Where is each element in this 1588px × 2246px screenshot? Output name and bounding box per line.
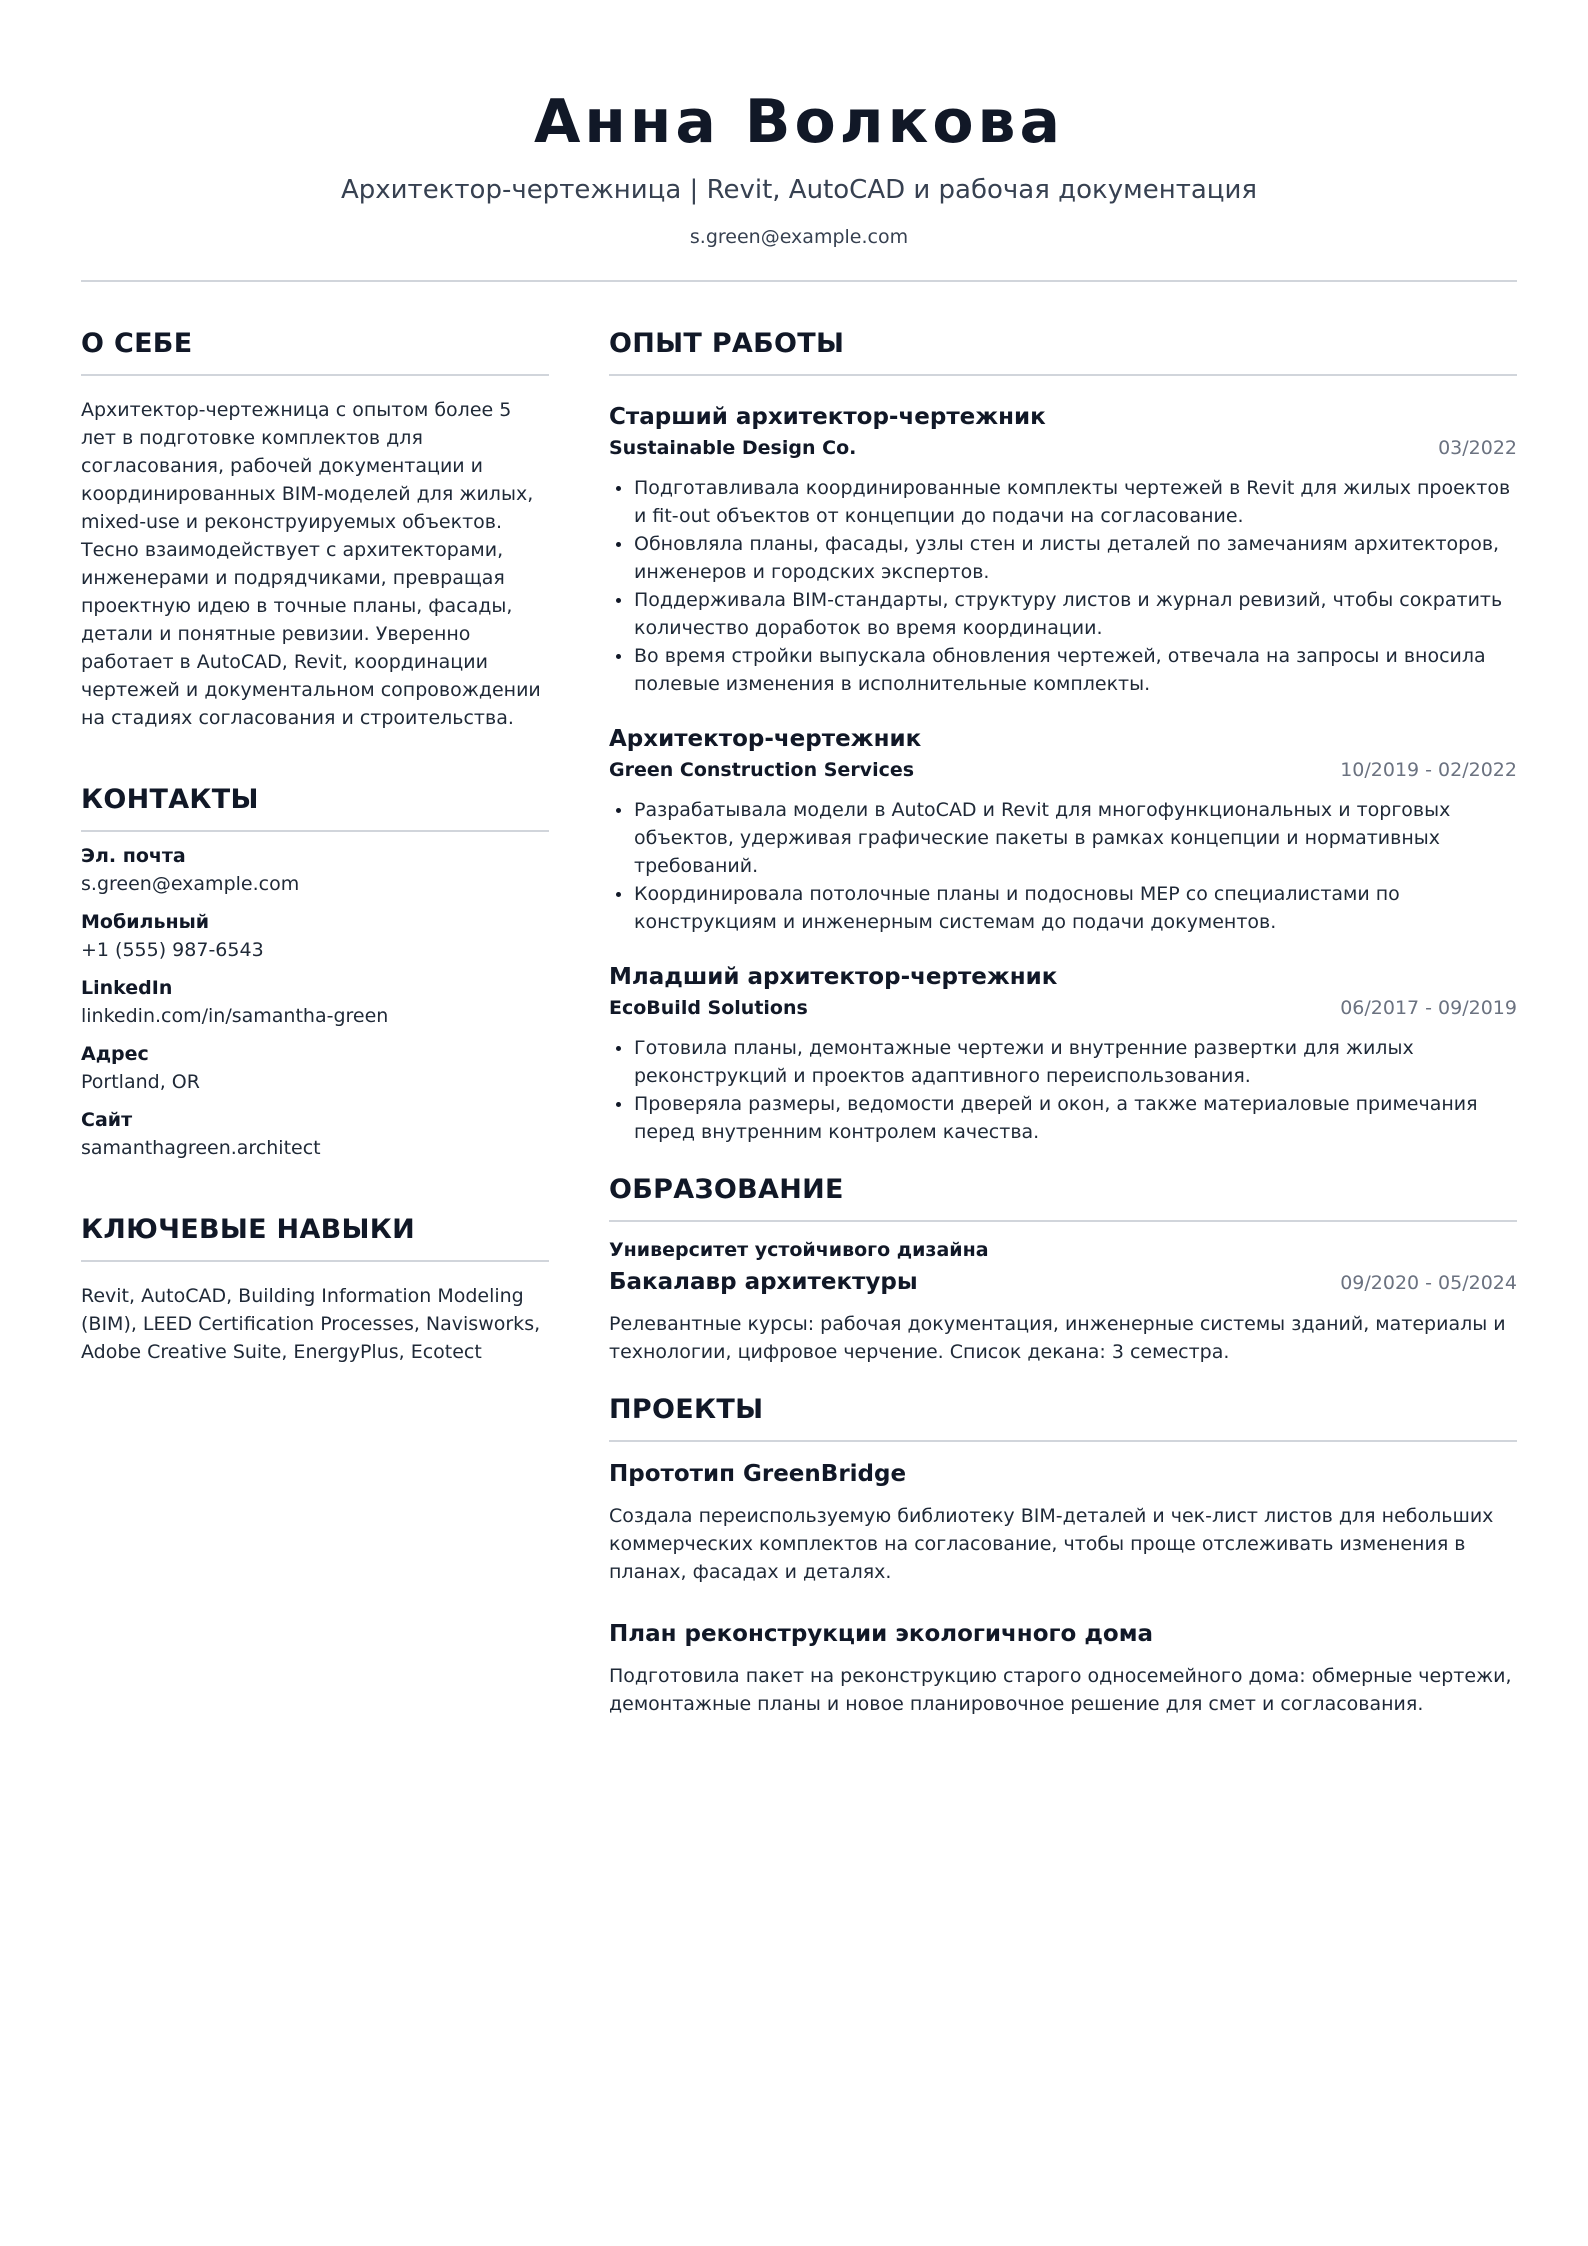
- skills-section: [81, 1212, 549, 1366]
- contact-linkedin-value[interactable]: linkedin.com/in/samantha-green: [81, 1005, 389, 1027]
- education-date: 09/2020 - 05/2024: [1340, 1272, 1517, 1294]
- job-bullets: [609, 796, 1517, 936]
- bullet-dot-icon: [616, 486, 621, 491]
- job-entry: [609, 724, 1517, 936]
- job-entry: [609, 402, 1517, 698]
- contact-label: Эл. почта: [81, 845, 186, 867]
- contact-address: [81, 1040, 549, 1096]
- experience-title: ОПЫТ РАБОТЫ: [609, 326, 1517, 376]
- job-bullet: [609, 1090, 1517, 1146]
- job-bullets: [609, 474, 1517, 698]
- bullet-dot-icon: [616, 892, 621, 897]
- about-section: [81, 326, 549, 732]
- contacts-list: [81, 842, 549, 1162]
- candidate-name: Анна Волкова: [533, 87, 1065, 157]
- project-text: Подготовила пакет на реконструкцию старого односемейного дома: обмерные чертежи, демонтажные планы и новое планировочное решение для смет и согласования.: [609, 1665, 1512, 1715]
- right-column: [609, 326, 1517, 1718]
- project-entry: [609, 1458, 1517, 1586]
- education-degree: Бакалавр архитектуры: [609, 1269, 918, 1295]
- contact-label: Мобильный: [81, 911, 210, 933]
- contact-address-value: Portland, OR: [81, 1071, 200, 1093]
- skills-text: Revit, AutoCAD, Building Information Modeling (BIM), LEED Certification Processes, Navisworks, Adobe Creative Suite, EnergyPlus, Ecotect: [81, 1285, 541, 1363]
- job-bullet: [609, 474, 1517, 530]
- bullet-text: Координировала потолочные планы и подосновы MEP со специалистами по конструкциям и инженерным системам до подачи документов.: [634, 883, 1400, 933]
- contact-email: [81, 842, 549, 898]
- left-column: [81, 326, 549, 1718]
- bullet-dot-icon: [616, 542, 621, 547]
- job-bullet: [609, 586, 1517, 642]
- contact-phone: [81, 908, 549, 964]
- bullet-text: Подготавливала координированные комплекты чертежей в Revit для жилых проектов и fit-out объектов от концепции до подачи на согласование.: [634, 477, 1511, 527]
- bullet-text: Проверяла размеры, ведомости дверей и окон, а также материаловые примечания перед внутренним контролем качества.: [634, 1093, 1478, 1143]
- job-bullet: [609, 530, 1517, 586]
- education-meta: [609, 1266, 1517, 1298]
- bullet-text: Обновляла планы, фасады, узлы стен и листы деталей по замечаниям архитекторов, инженеров и городских экспертов.: [634, 533, 1500, 583]
- job-meta: [609, 434, 1517, 462]
- header-email[interactable]: s.green@example.com: [689, 226, 909, 248]
- contacts-title: КОНТАКТЫ: [81, 782, 549, 832]
- job-bullet: [609, 1034, 1517, 1090]
- job-bullet: [609, 796, 1517, 880]
- resume-page: [81, 0, 1517, 1718]
- about-text: Архитектор-чертежница с опытом более 5 лет в подготовке комплектов для согласования, рабочей документации и координированных BIM-моделей для жилых, mixed-use и реконструируемых объектов. Тесно взаимодействует с архитекторами, инженерами и подрядчиками, превращая проектную идею в точные планы, фасады, детали и понятные ревизии. Уверенно работает в AutoCAD, Revit, координации чертежей и документальном сопровождении на стадиях согласования и строительства.: [81, 399, 541, 729]
- contact-label: LinkedIn: [81, 977, 173, 999]
- bullet-dot-icon: [616, 1102, 621, 1107]
- contact-email-value[interactable]: s.green@example.com: [81, 873, 300, 895]
- job-date: 03/2022: [1438, 437, 1517, 459]
- job-entry: [609, 962, 1517, 1146]
- job-bullets: [609, 1034, 1517, 1146]
- job-title: Архитектор-чертежник: [609, 726, 922, 752]
- job-company: Sustainable Design Co.: [609, 437, 857, 459]
- job-meta: [609, 994, 1517, 1022]
- job-date: 10/2019 - 02/2022: [1340, 759, 1517, 781]
- bullet-dot-icon: [616, 654, 621, 659]
- education-title: ОБРАЗОВАНИЕ: [609, 1172, 1517, 1222]
- contacts-section: [81, 782, 549, 1162]
- job-date: 06/2017 - 09/2019: [1340, 997, 1517, 1019]
- projects-section: [609, 1392, 1517, 1718]
- education-section: [609, 1172, 1517, 1366]
- resume-header: [81, 0, 1517, 282]
- header-divider: [81, 280, 1517, 282]
- job-title: Старший архитектор-чертежник: [609, 404, 1046, 430]
- bullet-dot-icon: [616, 1046, 621, 1051]
- bullet-dot-icon: [616, 808, 621, 813]
- contact-phone-value[interactable]: +1 (555) 987-6543: [81, 939, 264, 961]
- bullet-text: Поддерживала BIM-стандарты, структуру листов и журнал ревизий, чтобы сократить количество доработок во время координации.: [634, 589, 1503, 639]
- bullet-dot-icon: [616, 598, 621, 603]
- contact-label: Сайт: [81, 1109, 133, 1131]
- skills-title: КЛЮЧЕВЫЕ НАВЫКИ: [81, 1212, 549, 1262]
- project-title: Прототип GreenBridge: [609, 1461, 907, 1487]
- project-text: Создала переиспользуемую библиотеку BIM-деталей и чек-лист листов для небольших коммерческих комплектов на согласование, чтобы проще отслеживать изменения в планах, фасадах и деталях.: [609, 1505, 1494, 1583]
- project-title: План реконструкции экологичного дома: [609, 1621, 1154, 1647]
- bullet-text: Во время стройки выпускала обновления чертежей, отвечала на запросы и вносила полевые изменения в исполнительные комплекты.: [634, 645, 1486, 695]
- job-company: Green Construction Services: [609, 759, 915, 781]
- contact-label: Адрес: [81, 1043, 149, 1065]
- job-bullet: [609, 642, 1517, 698]
- contact-linkedin: [81, 974, 549, 1030]
- contact-website: [81, 1106, 549, 1162]
- project-entry: [609, 1618, 1517, 1718]
- bullet-text: Разрабатывала модели в AutoCAD и Revit для многофункциональных и торговых объектов, удерживая графические пакеты в рамках концепции и нормативных требований.: [634, 799, 1451, 877]
- candidate-subtitle: Архитектор-чертежница | Revit, AutoCAD и рабочая документация: [340, 175, 1258, 205]
- resume-columns: [81, 326, 1517, 1718]
- bullet-text: Готовила планы, демонтажные чертежи и внутренние развертки для жилых реконструкций и проектов адаптивного переиспользования.: [634, 1037, 1414, 1087]
- job-company: EcoBuild Solutions: [609, 997, 808, 1019]
- education-text: Релевантные курсы: рабочая документация, инженерные системы зданий, материалы и технологии, цифровое черчение. Список декана: 3 семестра.: [609, 1313, 1506, 1363]
- about-title: О СЕБЕ: [81, 326, 549, 376]
- job-meta: [609, 756, 1517, 784]
- education-school: Университет устойчивого дизайна: [609, 1239, 989, 1261]
- projects-title: ПРОЕКТЫ: [609, 1392, 1517, 1442]
- job-title: Младший архитектор-чертежник: [609, 964, 1058, 990]
- contact-website-value[interactable]: samanthagreen.architect: [81, 1137, 321, 1159]
- experience-section: [609, 326, 1517, 1146]
- job-bullet: [609, 880, 1517, 936]
